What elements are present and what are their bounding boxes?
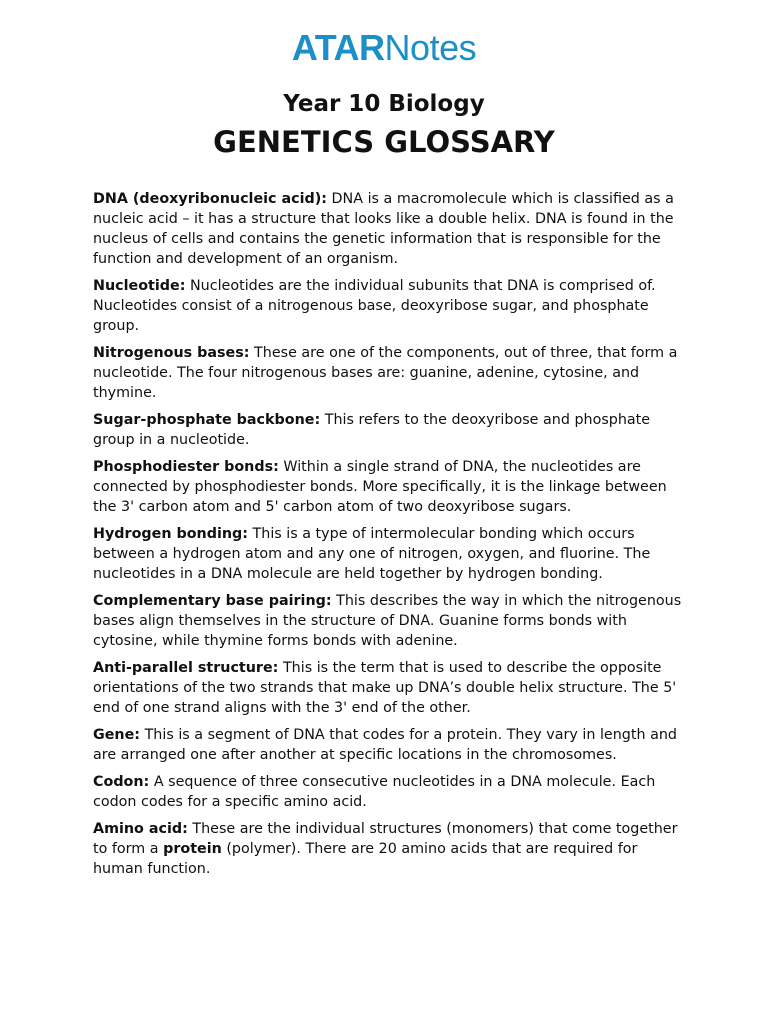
glossary-list [93,189,683,886]
glossary-term: Hydrogen bonding: [93,526,248,542]
page-title: GENETICS GLOSSARY [213,125,555,159]
glossary-definition: These are one of the components, out of three, that form a nucleotide. The four nitrogenous bases are: guanine, adenine, cytosine, and thymine. [93,345,678,401]
glossary-term: Sugar-phosphate backbone: [93,412,321,428]
glossary-entry-sugar-phosphate-backbone [93,410,683,450]
atarnotes-logo [0,26,768,70]
glossary-term: Codon: [93,774,150,790]
glossary-entry-phosphodiester-bonds [93,457,683,517]
glossary-entry-dna [93,189,683,269]
glossary-definition: This is a type of intermolecular bonding which occurs between a hydrogen atom and any one of nitrogen, oxygen, and fluorine. The nucleotides in a DNA molecule are held together by hydrogen bonding. [93,526,651,582]
glossary-entry-amino-acid [93,819,683,879]
glossary-definition: Within a single strand of DNA, the nucleotides are connected by phosphodiester bonds. More specifically, it is the linkage between the 3' carbon atom and 5' carbon atom of two deoxyribose sugars. [93,459,667,515]
glossary-definition-bold-word: protein [163,841,222,857]
glossary-entry-codon [93,772,683,812]
logo-notes-text: Notes [384,27,477,68]
glossary-entry-gene [93,725,683,765]
glossary-definition-start: These are the individual structures (monomers) that come together to form a [93,821,678,857]
glossary-definition: This is the term that is used to describe the opposite orientations of the two strands that make up DNA’s double helix structure. The 5' end of one strand aligns with the 3' end of the other. [93,660,677,716]
glossary-definition: This refers to the deoxyribose and phosphate group in a nucleotide. [93,412,651,448]
glossary-definition-end: (polymer). There are 20 amino acids that are required for human function. [93,841,638,877]
glossary-term: Nitrogenous bases: [93,345,250,361]
glossary-definition: DNA is a macromolecule which is classified as a nucleic acid – it has a structure that looks like a double helix. DNA is found in the nucleus of cells and contains the genetic information that is responsible for the function and development of an organism. [93,191,674,267]
glossary-definition: Nucleotides are the individual subunits that DNA is comprised of. Nucleotides consist of a nitrogenous base, deoxyribose sugar, and phosphate group. [93,278,656,334]
glossary-term: Complementary base pairing: [93,593,332,609]
glossary-definition: This describes the way in which the nitrogenous bases align themselves in the structure of DNA. Guanine forms bonds with cytosine, while thymine forms bonds with adenine. [93,593,682,649]
glossary-entry-anti-parallel-structure [93,658,683,718]
glossary-term: DNA (deoxyribonucleic acid): [93,191,327,207]
glossary-entry-complementary-base-pairing [93,591,683,651]
glossary-entry-nitrogenous-bases [93,343,683,403]
glossary-definition: A sequence of three consecutive nucleotides in a DNA molecule. Each codon codes for a specific amino acid. [93,774,656,810]
logo-atar-text: ATAR [291,27,385,68]
glossary-entry-nucleotide [93,276,683,336]
glossary-term: Gene: [93,727,141,743]
glossary-term: Phosphodiester bonds: [93,459,279,475]
glossary-term: Amino acid: [93,821,188,837]
page-subtitle: Year 10 Biology [283,91,485,117]
glossary-term: Nucleotide: [93,278,186,294]
glossary-term: Anti-parallel structure: [93,660,279,676]
glossary-entry-hydrogen-bonding [93,524,683,584]
glossary-definition: This is a segment of DNA that codes for a protein. They vary in length and are arranged one after another at specific locations in the chromosomes. [93,727,677,763]
